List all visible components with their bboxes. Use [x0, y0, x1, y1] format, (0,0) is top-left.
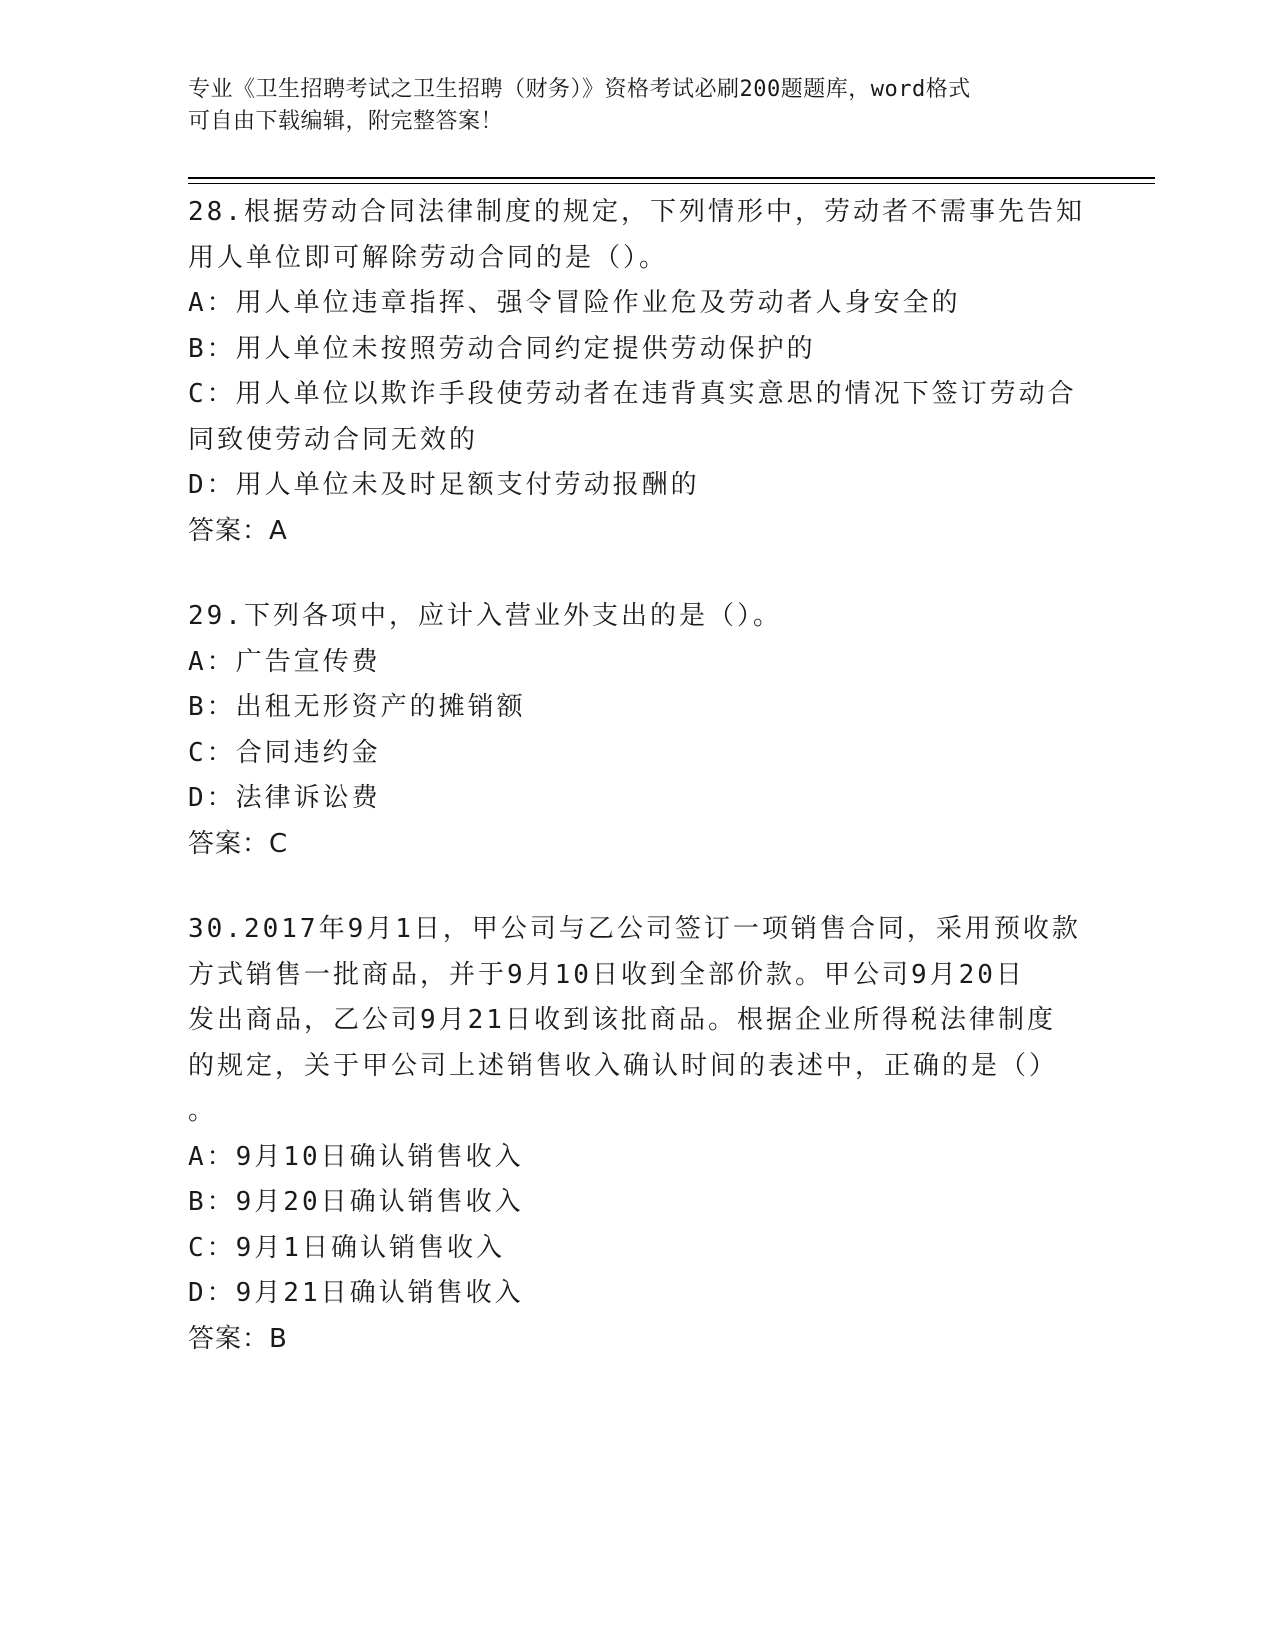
option-b: B：出租无形资产的摊销额 [188, 692, 526, 722]
option-d: D：用人单位未及时足额支付劳动报酬的 [188, 470, 700, 500]
option-c-continued: 同致使劳动合同无效的 [188, 424, 479, 455]
header-divider-thin [188, 183, 1155, 184]
option-d: D：法律诉讼费 [188, 783, 381, 813]
question-stem-line: 用人单位即可解除劳动合同的是（）。 [188, 242, 669, 273]
question-stem-line: 30.2017年9月1日，甲公司与乙公司签订一项销售合同，采用预收款 [188, 914, 1081, 944]
question-list [188, 190, 1088, 1402]
option-a: A：9月10日确认销售收入 [188, 1141, 524, 1172]
question-stem-line: 的规定，关于甲公司上述销售收入确认时间的表述中，正确的是（） [188, 1050, 1059, 1081]
document-header [188, 74, 1088, 138]
option-a: A：用人单位违章指挥、强令冒险作业危及劳动者人身安全的 [188, 288, 961, 318]
option-a: A：广告宣传费 [188, 646, 381, 677]
option-b: B：用人单位未按照劳动合同约定提供劳动保护的 [188, 333, 816, 364]
answer-label: 答案：A [188, 515, 288, 546]
answer-label: 答案：B [188, 1323, 288, 1354]
header-line-2: 可自由下载编辑，附完整答案！ [188, 109, 504, 134]
answer-label: 答案：C [188, 828, 289, 859]
question-stem-line: 方式销售一批商品，并于9月10日收到全部价款。甲公司9月20日 [188, 959, 1025, 990]
option-c: C：合同违约金 [188, 737, 381, 768]
question-stem-line: 29.下列各项中，应计入营业外支出的是（）。 [188, 601, 782, 631]
question-29 [188, 594, 1088, 867]
question-stem-line: 28.根据劳动合同法律制度的规定，下列情形中，劳动者不需事先告知 [188, 197, 1085, 227]
option-c: C：9月1日确认销售收入 [188, 1232, 505, 1263]
question-28 [188, 190, 1088, 554]
question-30 [188, 907, 1088, 1362]
option-d: D：9月21日确认销售收入 [188, 1278, 524, 1308]
question-stem-line: 发出商品，乙公司9月21日收到该批商品。根据企业所得税法律制度 [188, 1005, 1056, 1035]
question-stem-line: 。 [188, 1096, 218, 1126]
option-c: C：用人单位以欺诈手段使劳动者在违背真实意思的情况下签订劳动合 [188, 379, 1077, 409]
header-divider-thick [188, 177, 1155, 179]
option-b: B：9月20日确认销售收入 [188, 1187, 524, 1217]
header-line-1: 专业《卫生招聘考试之卫生招聘（财务）》资格考试必刷200题题库，word格式 [188, 77, 971, 102]
